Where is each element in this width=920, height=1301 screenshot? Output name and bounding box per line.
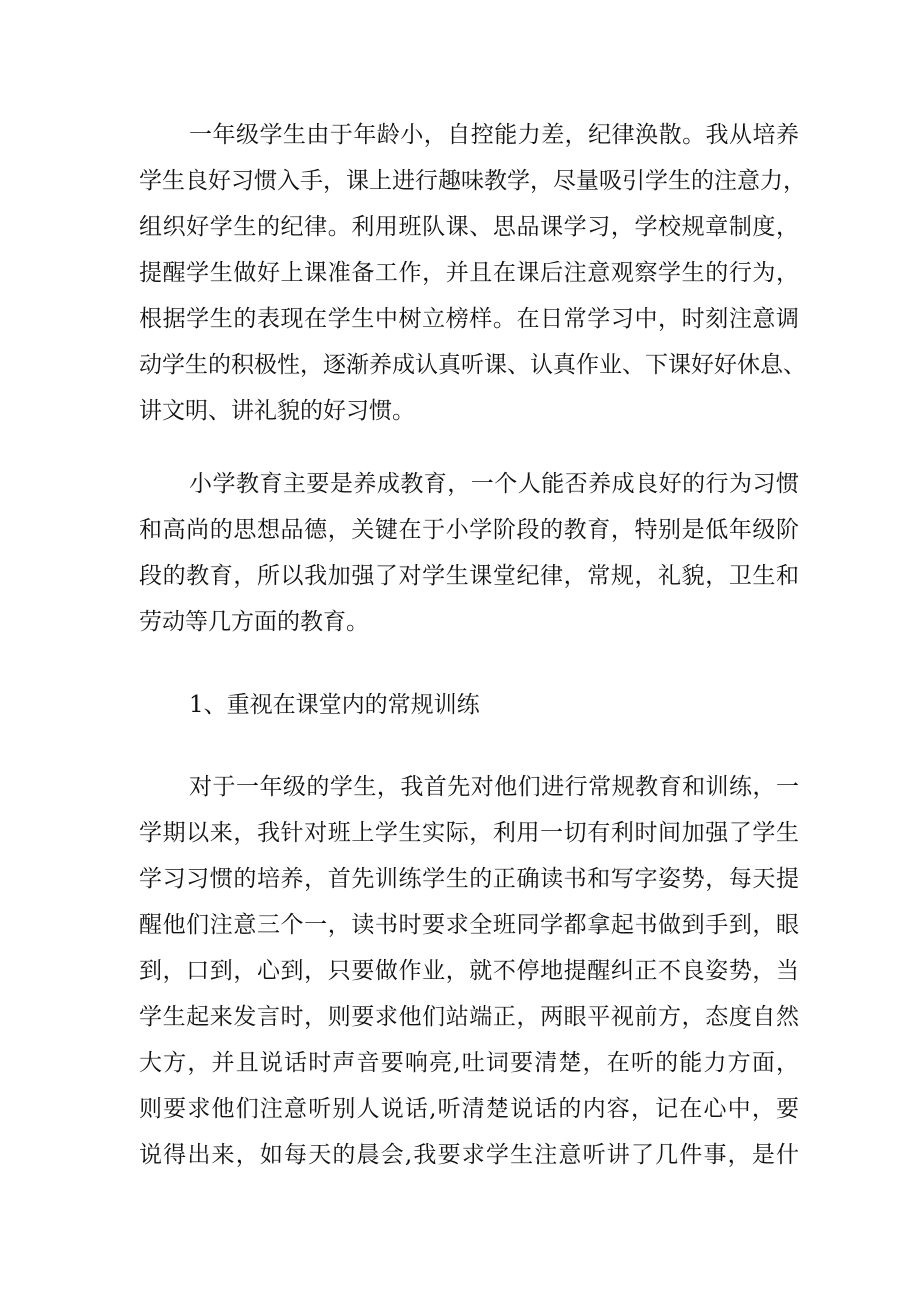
heading-text: 1、重视在课堂内的常规训练 (189, 692, 480, 718)
text-line: 对于一年级的学生，我首先对他们进行常规教育和训练，一 (189, 774, 799, 800)
text-line: 小学教育主要是养成教育，一个人能否养成良好的行为习惯 (189, 471, 799, 497)
text-line: 根据学生的表现在学生中树立榜样。在日常学习中，时刻注意调 (139, 306, 799, 332)
text-line: 到，口到，心到，只要做作业，就不停地提醒纠正不良姿势，当 (139, 958, 799, 984)
paragraph-habit-education (139, 461, 799, 645)
text-line: 醒他们注意三个一，读书时要求全班同学都拿起书做到手到，眼 (139, 912, 799, 938)
text-line: 提醒学生做好上课准备工作，并且在课后注意观察学生的行为， (139, 260, 799, 286)
text-line: 劳动等几方面的教育。 (139, 609, 369, 635)
text-line: 和高尚的思想品德，关键在于小学阶段的教育，特别是低年级阶 (139, 517, 799, 543)
text-line: 说得出来，如每天的晨会,我要求学生注意听讲了几件事，是什 (139, 1142, 799, 1168)
paragraph-discipline (139, 112, 806, 434)
text-line: 动学生的积极性，逐渐养成认真听课、认真作业、下课好好休息、 (139, 352, 806, 378)
paragraph-routine-training (139, 764, 799, 1178)
text-line: 讲文明、讲礼貌的好习惯。 (139, 398, 415, 424)
text-line: 学习习惯的培养，首先训练学生的正确读书和写字姿势，每天提 (139, 866, 799, 892)
text-line: 则要求他们注意听别人说话,听清楚说话的内容，记在心中，要 (139, 1096, 799, 1122)
text-line: 学生起来发言时，则要求他们站端正，两眼平视前方，态度自然 (139, 1004, 799, 1030)
text-line: 学期以来，我针对班上学生实际，利用一切有利时间加强了学生 (139, 820, 799, 846)
text-line: 大方，并且说话时声音要响亮,吐词要清楚，在听的能力方面， (139, 1050, 799, 1076)
text-line: 学生良好习惯入手，课上进行趣味教学，尽量吸引学生的注意力， (139, 168, 806, 194)
text-line: 组织好学生的纪律。利用班队课、思品课学习，学校规章制度， (139, 214, 799, 240)
section-heading (139, 682, 799, 728)
text-line: 一年级学生由于年龄小，自控能力差，纪律涣散。我从培养 (189, 122, 799, 148)
text-line: 段的教育，所以我加强了对学生课堂纪律，常规，礼貌，卫生和 (139, 563, 799, 589)
